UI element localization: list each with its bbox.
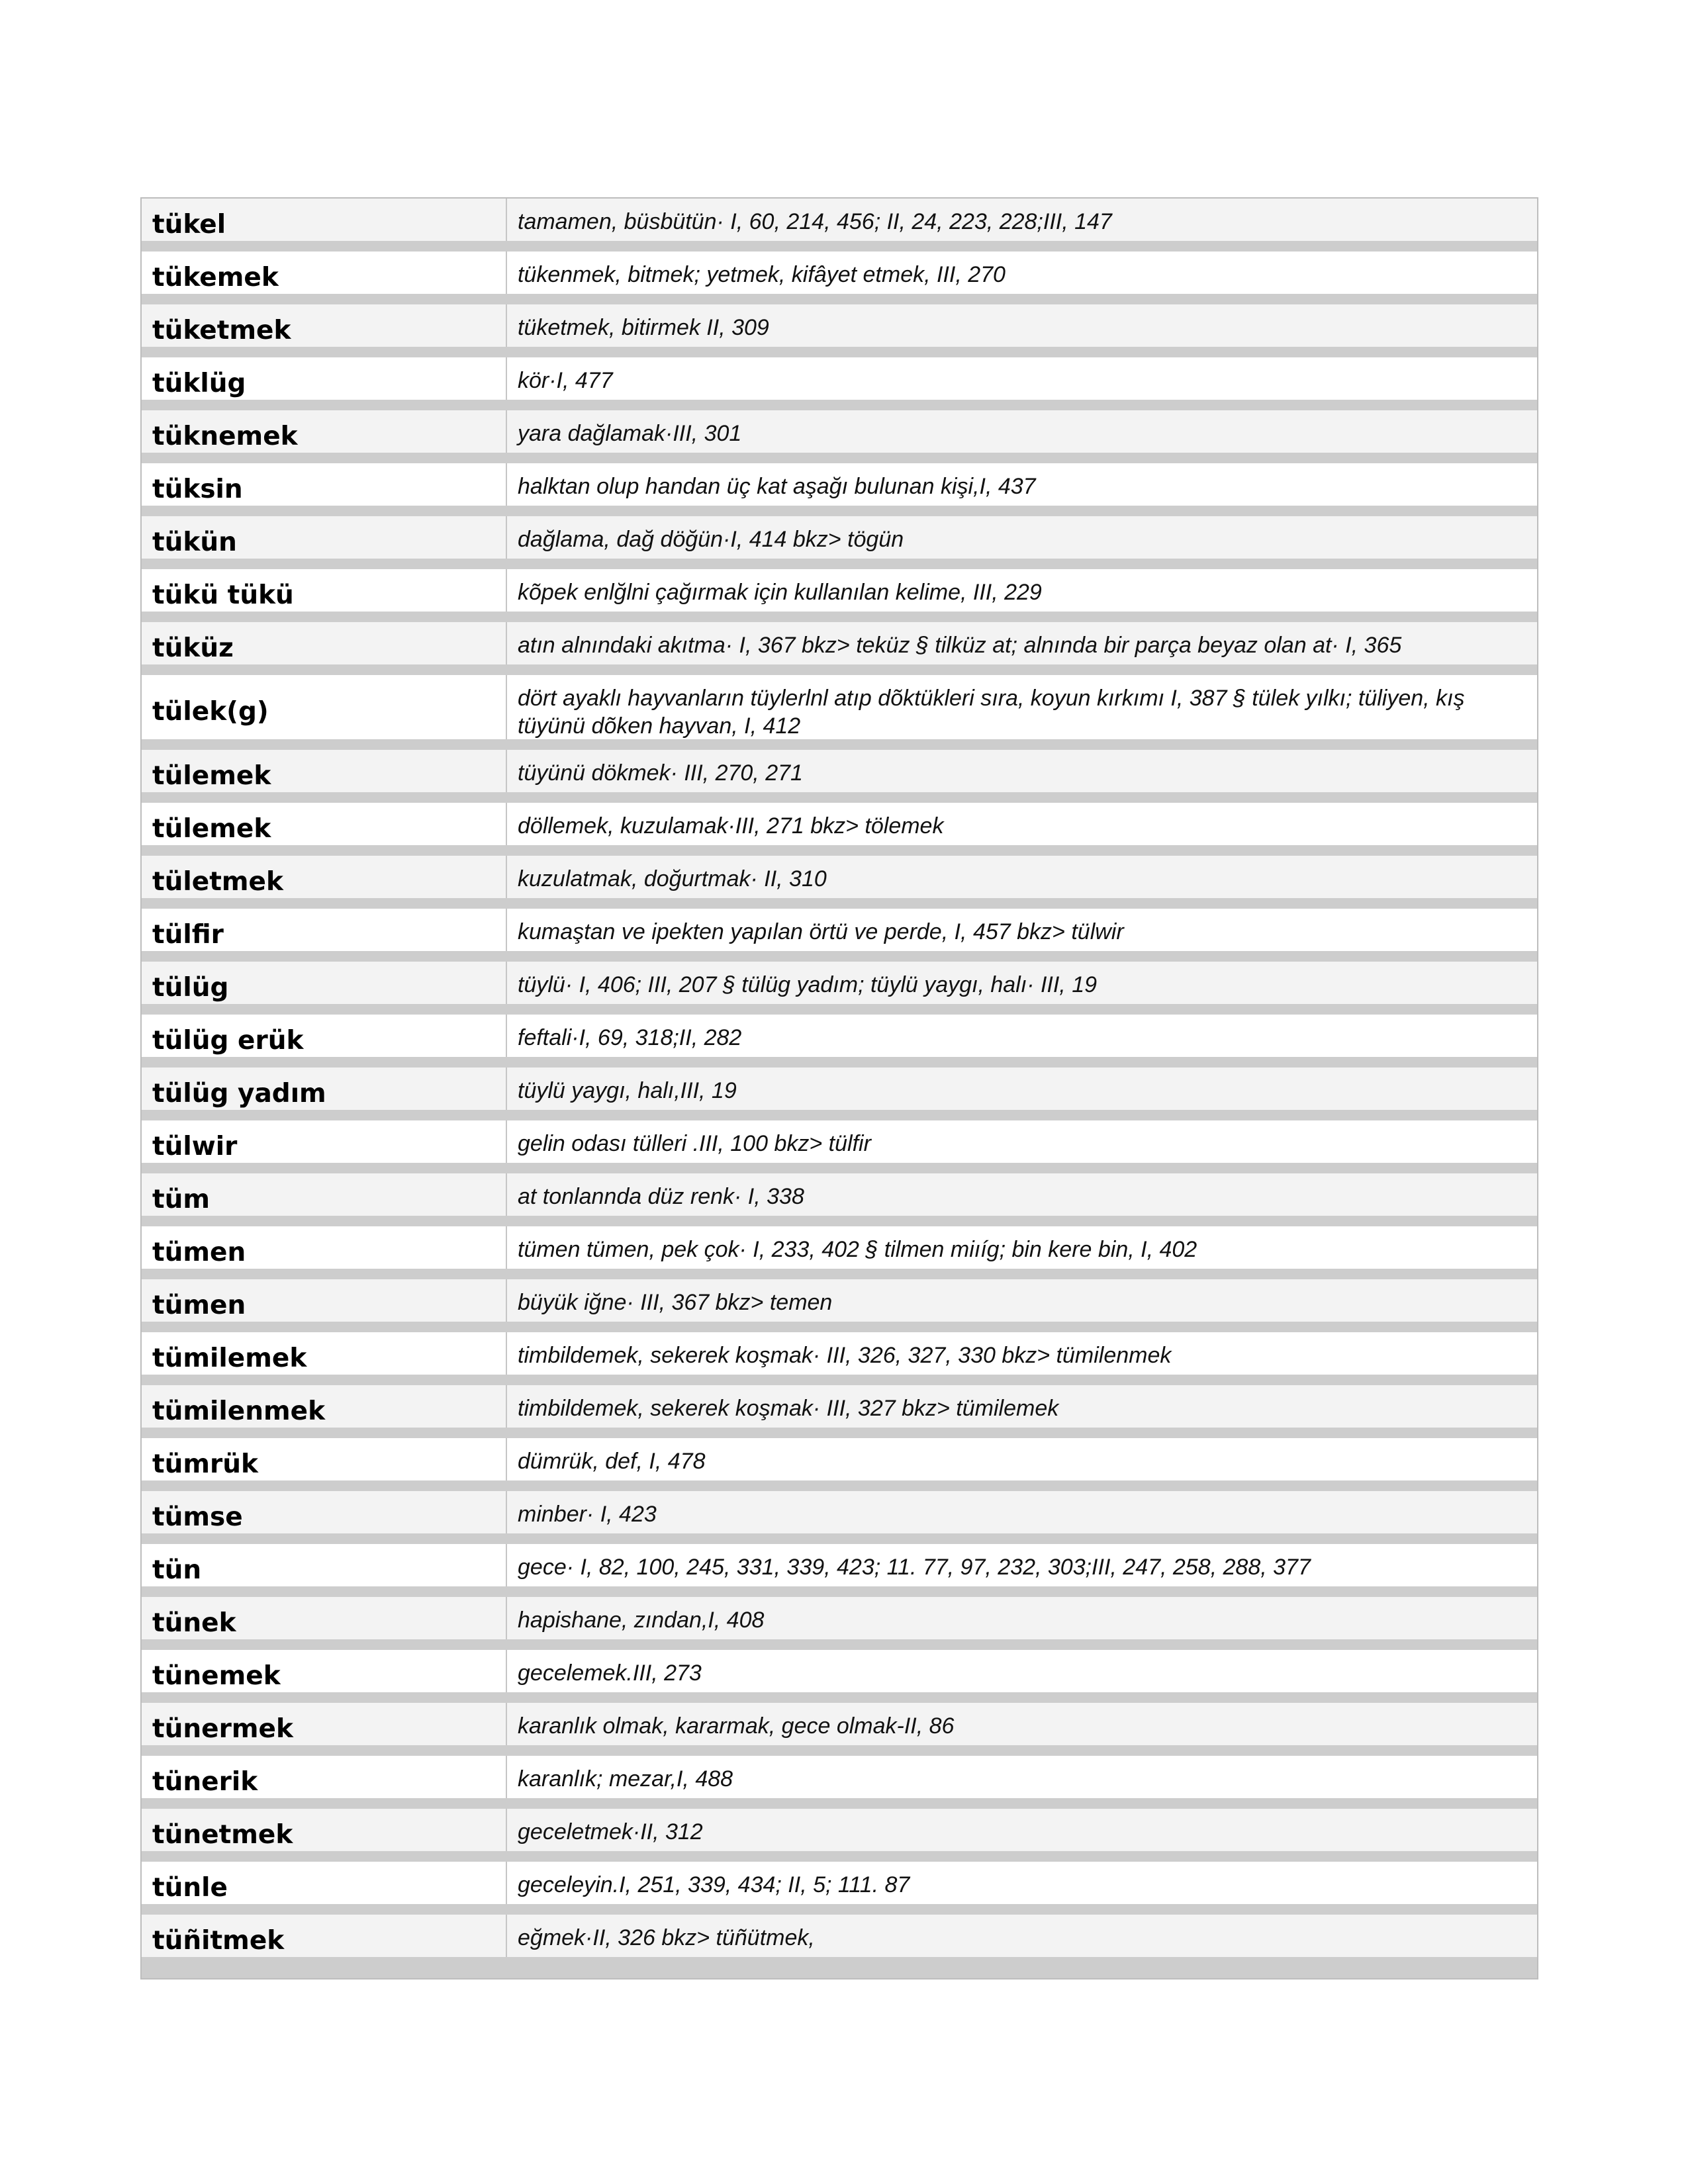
table-row	[142, 1068, 1537, 1120]
entry-term: tükel	[142, 199, 507, 241]
table-row	[142, 1809, 1537, 1862]
entry-definition: tüylü· I, 406; III, 207 § tülüg yadım; tüylü yaygı, halı· III, 19	[507, 962, 1537, 1004]
table-row	[142, 1438, 1537, 1491]
entry-term: tümen	[142, 1226, 507, 1269]
table-row	[142, 909, 1537, 962]
entry-term: tülemek	[142, 803, 507, 845]
entry-definition: tüketmek, bitirmek II, 309	[507, 304, 1537, 347]
entry-definition: dümrük, def, I, 478	[507, 1438, 1537, 1480]
entry-definition: döllemek, kuzulamak·III, 271 bkz> tölemek	[507, 803, 1537, 845]
entry-term: tümilenmek	[142, 1385, 507, 1428]
table-row	[142, 1385, 1537, 1438]
entry-definition: feftali·I, 69, 318;II, 282	[507, 1015, 1537, 1057]
entry-term: tüksin	[142, 463, 507, 506]
entry-definition: gelin odası tülleri .III, 100 bkz> tülfir	[507, 1120, 1537, 1163]
table-row	[142, 1491, 1537, 1544]
entry-term: tükemek	[142, 251, 507, 294]
entry-term: tünek	[142, 1597, 507, 1639]
entry-term: tüñitmek	[142, 1915, 507, 1957]
entry-definition: at tonlannda düz renk· I, 338	[507, 1173, 1537, 1216]
entry-definition: tamamen, büsbütün· I, 60, 214, 456; II, 24, 223, 228;III, 147	[507, 199, 1537, 241]
entry-term: tün	[142, 1544, 507, 1586]
entry-term: tümilemek	[142, 1332, 507, 1375]
entry-definition: geceletmek·II, 312	[507, 1809, 1537, 1851]
table-row	[142, 1173, 1537, 1226]
entry-term: tükün	[142, 516, 507, 559]
entry-term: tümrük	[142, 1438, 507, 1480]
entry-term: tünerik	[142, 1756, 507, 1798]
table-row	[142, 516, 1537, 569]
entry-definition: timbildemek, sekerek koşmak· III, 327 bkz> tümilemek	[507, 1385, 1537, 1428]
entry-definition: gecelemek.III, 273	[507, 1650, 1537, 1692]
table-row	[142, 357, 1537, 410]
entry-definition: halktan olup handan üç kat aşağı bulunan kişi,I, 437	[507, 463, 1537, 506]
table-row	[142, 1650, 1537, 1703]
entry-term: tülüg erük	[142, 1015, 507, 1057]
entry-definition: atın alnındaki akıtma· I, 367 bkz> teküz § tilküz at; alnında bir parça beyaz olan at· I, 365	[507, 622, 1537, 664]
table-row	[142, 803, 1537, 856]
table-row	[142, 569, 1537, 622]
entry-definition: yara dağlamak·III, 301	[507, 410, 1537, 453]
table-row	[142, 622, 1537, 675]
entry-term: tümen	[142, 1279, 507, 1322]
table-row	[142, 1597, 1537, 1650]
table-row	[142, 1915, 1537, 1968]
entry-term: tüknemek	[142, 410, 507, 453]
table-row	[142, 251, 1537, 304]
table-row	[142, 750, 1537, 803]
table-row	[142, 1862, 1537, 1915]
entry-term: tülek(g)	[142, 675, 507, 739]
entry-term: tünle	[142, 1862, 507, 1904]
entry-definition: geceleyin.I, 251, 339, 434; II, 5; 111. 87	[507, 1862, 1537, 1904]
entry-definition: karanlık; mezar,I, 488	[507, 1756, 1537, 1798]
entry-definition: tükenmek, bitmek; yetmek, kifâyet etmek, III, 270	[507, 251, 1537, 294]
entry-definition: kumaştan ve ipekten yapılan örtü ve perde, I, 457 bkz> tülwir	[507, 909, 1537, 951]
entry-term: tülwir	[142, 1120, 507, 1163]
entry-definition: gece· I, 82, 100, 245, 331, 339, 423; 11. 77, 97, 232, 303;III, 247, 258, 288, 377	[507, 1544, 1537, 1586]
table-row	[142, 1703, 1537, 1756]
table-row	[142, 1279, 1537, 1332]
table-row	[142, 1015, 1537, 1068]
entry-term: tülüg yadım	[142, 1068, 507, 1110]
table-row	[142, 1756, 1537, 1809]
entry-definition: büyük iğne· III, 367 bkz> temen	[507, 1279, 1537, 1322]
entry-definition: kõpek enlğlni çağırmak için kullanılan kelime, III, 229	[507, 569, 1537, 612]
entry-term: tükü tükü	[142, 569, 507, 612]
entry-definition: hapishane, zından,I, 408	[507, 1597, 1537, 1639]
entry-definition: timbildemek, sekerek koşmak· III, 326, 327, 330 bkz> tümilenmek	[507, 1332, 1537, 1375]
entry-definition: kuzulatmak, doğurtmak· II, 310	[507, 856, 1537, 898]
entry-term: tüküz	[142, 622, 507, 664]
entry-term: tülüg	[142, 962, 507, 1004]
entry-term: tületmek	[142, 856, 507, 898]
table-row	[142, 1226, 1537, 1279]
table-row	[142, 410, 1537, 463]
table-body	[142, 199, 1537, 1968]
table-row	[142, 1120, 1537, 1173]
entry-term: tülemek	[142, 750, 507, 792]
entry-definition: tüylü yaygı, halı,III, 19	[507, 1068, 1537, 1110]
table-row	[142, 199, 1537, 251]
entry-term: tülfir	[142, 909, 507, 951]
entry-term: tümse	[142, 1491, 507, 1533]
table-row	[142, 675, 1537, 750]
entry-definition: dört ayaklı hayvanların tüylerlnl atıp dõktükleri sıra, koyun kırkımı I, 387 § tülek yılkı; tüliyen, kış tüyünü dõken hayvan, I, 412	[507, 675, 1537, 739]
entry-term: tüklüg	[142, 357, 507, 400]
entry-term: tüm	[142, 1173, 507, 1216]
entry-definition: minber· I, 423	[507, 1491, 1537, 1533]
entry-term: tünemek	[142, 1650, 507, 1692]
table-row	[142, 1544, 1537, 1597]
table-row	[142, 463, 1537, 516]
entry-definition: karanlık olmak, kararmak, gece olmak-II, 86	[507, 1703, 1537, 1745]
entry-term: tüketmek	[142, 304, 507, 347]
dictionary-table	[140, 197, 1538, 1979]
entry-definition: tüyünü dökmek· III, 270, 271	[507, 750, 1537, 792]
entry-definition: eğmek·II, 326 bkz> tüñütmek,	[507, 1915, 1537, 1957]
entry-definition: dağlama, dağ döğün·I, 414 bkz> tögün	[507, 516, 1537, 559]
entry-definition: tümen tümen, pek çok· I, 233, 402 § tilmen miıíg; bin kere bin, I, 402	[507, 1226, 1537, 1269]
entry-term: tünermek	[142, 1703, 507, 1745]
entry-term: tünetmek	[142, 1809, 507, 1851]
table-row	[142, 962, 1537, 1015]
entry-definition: kör·I, 477	[507, 357, 1537, 400]
table-row	[142, 856, 1537, 909]
table-row	[142, 1332, 1537, 1385]
table-row	[142, 304, 1537, 357]
